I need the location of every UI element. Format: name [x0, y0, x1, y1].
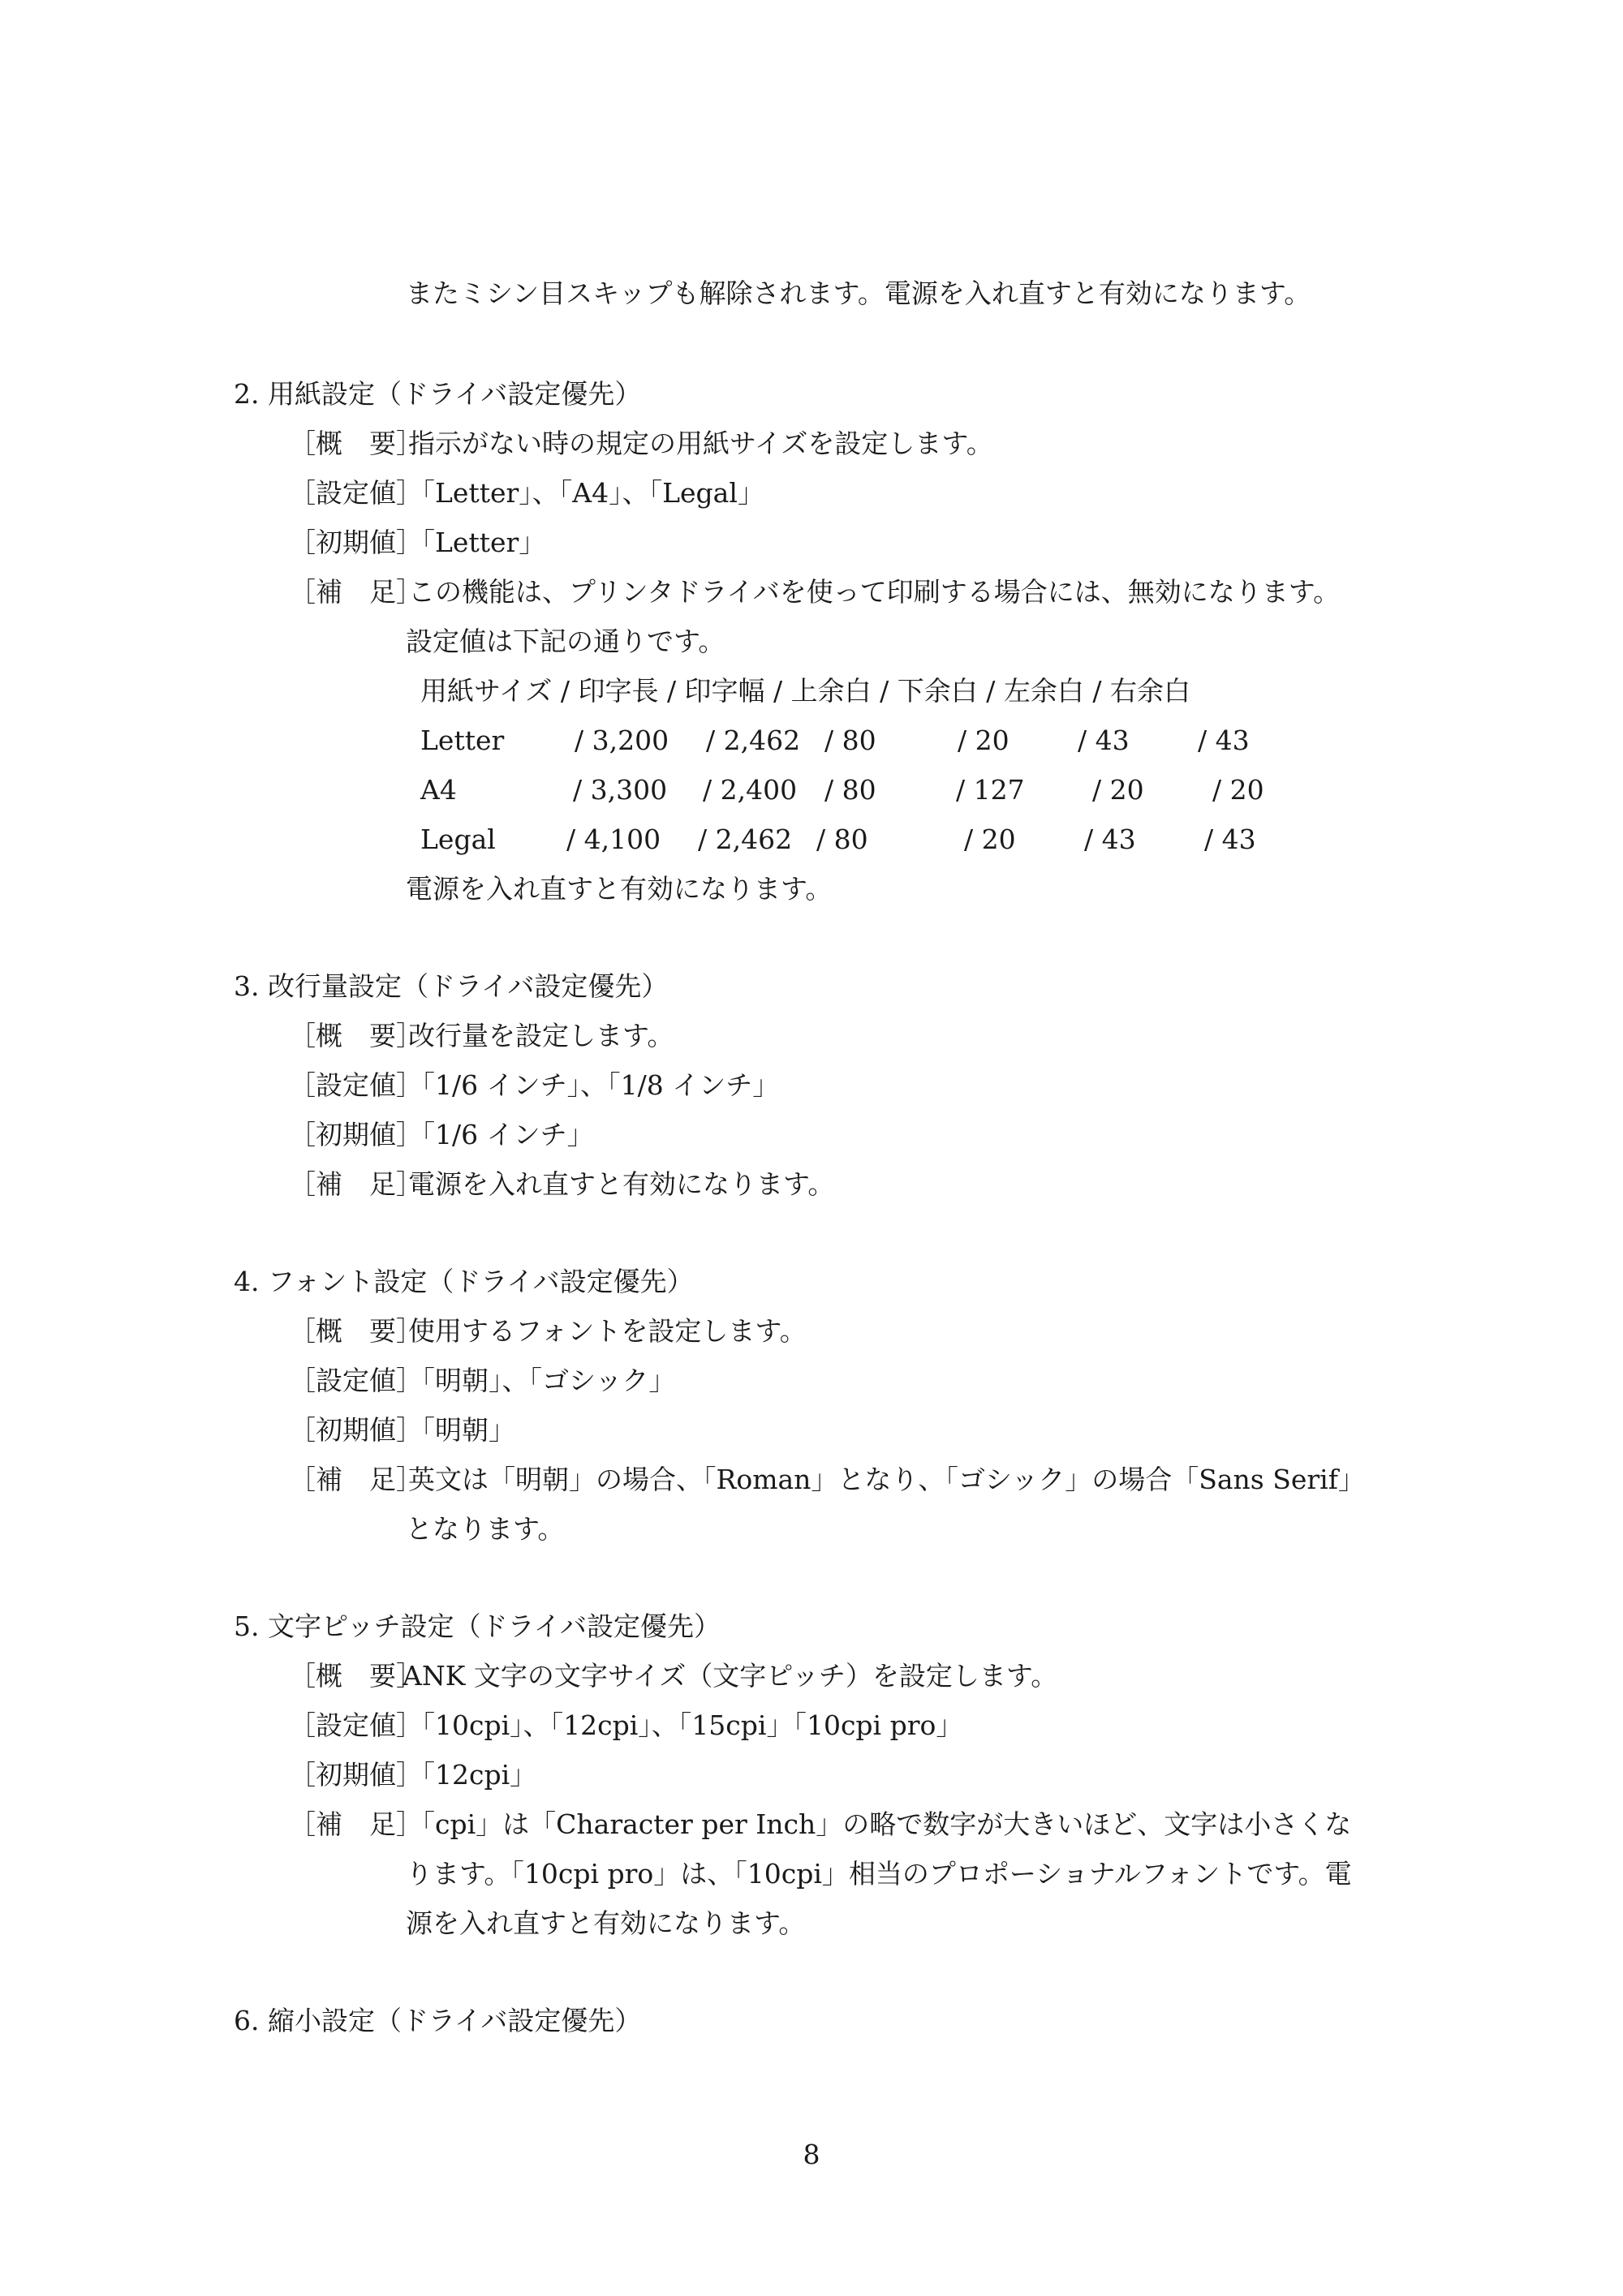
intro-text: またミシン目スキップも解除されます。電源を入れ直すと有効になります。	[406, 277, 1311, 309]
table-cell: / 4,100	[566, 823, 661, 855]
field-value: 「12cpi」	[408, 1759, 537, 1791]
table-cell: / 43	[1204, 823, 1256, 855]
field-label: ［設定値］	[289, 1069, 423, 1101]
field-label: ［設定値］	[289, 1709, 423, 1741]
field-label: ［概 要］	[289, 1315, 423, 1347]
table-cell: / 2,400	[703, 774, 798, 806]
field-label: ［概 要］	[289, 1020, 423, 1051]
table-cell: / 80	[816, 823, 868, 855]
table-cell: / 20	[958, 724, 1010, 756]
section-heading-reduce: 6. 縮小設定（ドライバ設定優先）	[234, 2005, 642, 2036]
field-label: ［概 要］	[289, 1660, 423, 1692]
field-label: ［初期値］	[289, 1759, 423, 1791]
field-value: 「Letter」	[408, 527, 546, 558]
table-cell: / 3,300	[573, 774, 668, 806]
table-cell: / 20	[964, 823, 1016, 855]
section-heading-linefeed: 3. 改行量設定（ドライバ設定優先）	[234, 970, 669, 1002]
field-value: 「Letter」、「A4」、「Legal」	[408, 477, 764, 509]
section-heading-font: 4. フォント設定（ドライバ設定優先）	[234, 1266, 694, 1297]
field-value: 「1/6 インチ」	[408, 1119, 594, 1150]
table-cell: / 2,462	[706, 724, 801, 756]
table-cell: / 2,462	[698, 823, 793, 855]
field-value: 使用するフォントを設定します。	[408, 1315, 807, 1347]
field-label: ［設定値］	[289, 1365, 423, 1396]
table-cell: / 43	[1078, 724, 1130, 756]
continuation-text: 設定値は下記の通りです。	[406, 626, 725, 657]
paper-table-header: 用紙サイズ / 印字長 / 印字幅 / 上余白 / 下余白 / 左余白 / 右余白	[420, 675, 1190, 707]
table-cell: A4	[420, 774, 457, 806]
field-label: ［概 要］	[289, 428, 423, 459]
table-cell: / 20	[1212, 774, 1264, 806]
continuation-text: 源を入れ直すと有効になります。	[406, 1907, 806, 1939]
table-cell: / 127	[956, 774, 1025, 806]
field-value: 「10cpi」、「12cpi」、「15cpi」「10cpi pro」	[408, 1709, 963, 1741]
field-label: ［補 足］	[289, 1168, 423, 1200]
field-value: 「明朝」、「ゴシック」	[408, 1365, 676, 1396]
field-value: 「1/6 インチ」、「1/8 インチ」	[408, 1069, 780, 1101]
table-cell: / 3,200	[575, 724, 669, 756]
continuation-text: となります。	[406, 1513, 565, 1545]
section-heading-pitch: 5. 文字ピッチ設定（ドライバ設定優先）	[234, 1610, 721, 1642]
field-label: ［補 足］	[289, 576, 423, 608]
table-cell: / 80	[824, 774, 876, 806]
field-label: ［補 足］	[289, 1808, 423, 1840]
field-value: 指示がない時の規定の用紙サイズを設定します。	[408, 428, 993, 459]
field-value: ANK 文字の文字サイズ（文字ピッチ）を設定します。	[403, 1660, 1058, 1692]
field-value: 「cpi」は「Character per Inch」の略で数字が大きいほど、文字は小さくな	[408, 1808, 1352, 1840]
field-value: この機能は、プリンタドライバを使って印刷する場合には、無効になります。	[408, 576, 1341, 608]
continuation-text: ります。「10cpi pro」は、「10cpi」相当のプロポーショナルフォントです。電	[406, 1858, 1352, 1890]
field-label: ［初期値］	[289, 527, 423, 558]
field-value: 「明朝」	[408, 1414, 515, 1446]
table-cell: / 20	[1092, 774, 1144, 806]
field-value: 英文は「明朝」の場合、「Roman」となり、「ゴシック」の場合「Sans Serif」	[408, 1464, 1365, 1495]
field-label: ［設定値］	[289, 477, 423, 509]
section-heading-paper: 2. 用紙設定（ドライバ設定優先）	[234, 378, 642, 410]
field-label: ［初期値］	[289, 1414, 423, 1446]
table-cell: Letter	[420, 724, 505, 756]
continuation-text: 電源を入れ直すと有効になります。	[406, 873, 833, 905]
table-cell: / 80	[824, 724, 876, 756]
field-value: 改行量を設定します。	[408, 1020, 674, 1051]
field-label: ［補 足］	[289, 1464, 423, 1495]
table-cell: / 43	[1198, 724, 1250, 756]
table-cell: Legal	[420, 823, 496, 855]
table-cell: / 43	[1084, 823, 1136, 855]
field-value: 電源を入れ直すと有効になります。	[408, 1168, 835, 1200]
page-number: 8	[803, 2139, 820, 2170]
field-label: ［初期値］	[289, 1119, 423, 1150]
